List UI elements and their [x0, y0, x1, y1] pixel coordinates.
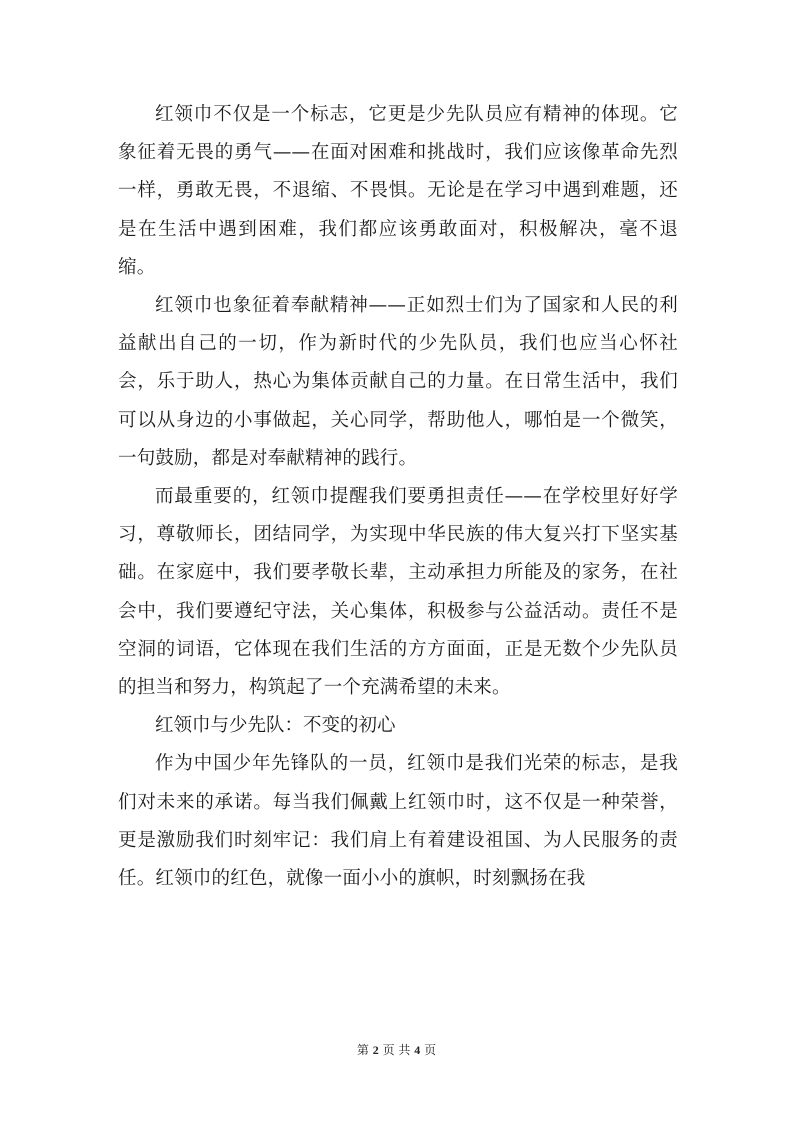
footer-current-page: 2 — [372, 1043, 379, 1057]
paragraph-responsibility: 而最重要的，红领巾提醒我们要勇担责任——在学校里好好学习，尊敬师长，团结同学，为实现中华民族的伟大复兴打下坚实基础。在家庭中，我们要孝敬长辈，主动承担力所能及的家务，在社会中，我们要遵纪守法，关心集体，积极参与公益活动。责任不是空洞的词语，它体现在我们生活的方方面面，正是无数个少先队员的担当和努力，构筑起了一个充满希望的未来。 — [118, 486, 678, 699]
document-body — [118, 96, 678, 898]
page-footer — [0, 1041, 793, 1058]
section-heading: 红领巾与少先队：不变的初心 — [155, 715, 396, 737]
footer-prefix: 第 — [356, 1043, 369, 1057]
paragraph-dedication: 红领巾也象征着奉献精神——正如烈士们为了国家和人民的利益献出自己的一切，作为新时代的少先队员，我们也应当心怀社会，乐于助人，热心为集体贡献自己的力量。在日常生活中，我们可以从身边的小事做起，关心同学，帮助他人，哪怕是一个微笑，一句鼓励，都是对奉献精神的践行。 — [118, 295, 678, 469]
footer-total-pages: 4 — [414, 1043, 421, 1057]
paragraph-courage: 红领巾不仅是一个标志，它更是少先队员应有精神的体现。它象征着无畏的勇气——在面对困难和挑战时，我们应该像革命先烈一样，勇敢无畏，不退缩、不畏惧。无论是在学习中遇到难题，还是在生活中遇到困难，我们都应该勇敢面对，积极解决，毫不退缩。 — [118, 104, 678, 278]
footer-middle: 页 共 — [382, 1043, 411, 1057]
paragraph-pioneers: 作为中国少年先锋队的一员，红领巾是我们光荣的标志，是我们对未来的承诺。每当我们佩戴上红领巾时，这不仅是一种荣誉，更是激励我们时刻牢记：我们肩上有着建设祖国、为人民服务的责任。红领巾的红色，就像一面小小的旗帜，时刻飘扬在我 — [118, 753, 678, 890]
footer-suffix: 页 — [424, 1043, 437, 1057]
